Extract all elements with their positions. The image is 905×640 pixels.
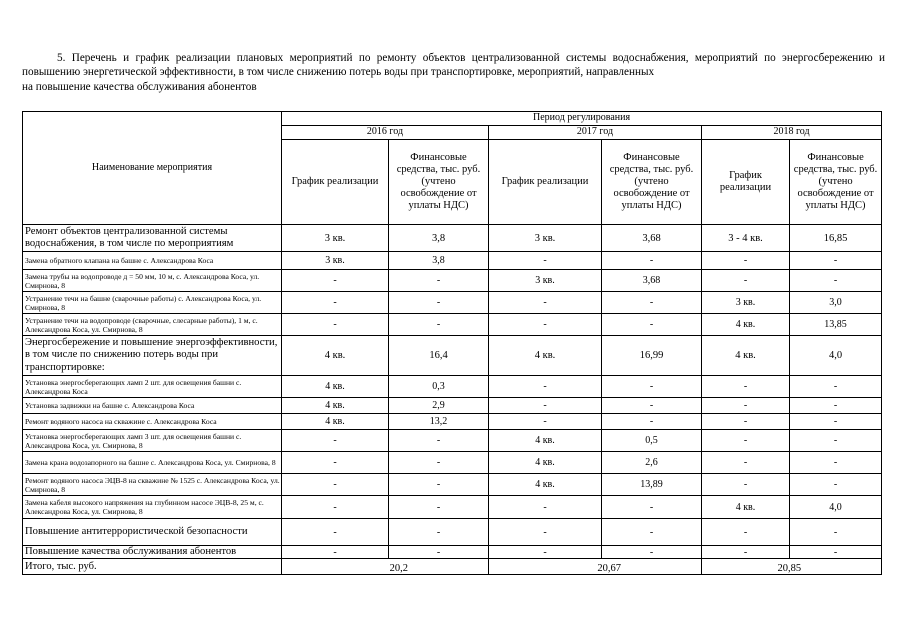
cell: -: [702, 270, 790, 292]
table-row: [23, 252, 882, 270]
cell: -: [489, 398, 602, 414]
cell: -: [602, 398, 702, 414]
cell: -: [790, 452, 882, 474]
cell: -: [489, 519, 602, 546]
total-row: [23, 559, 882, 575]
cell: -: [602, 496, 702, 519]
total-2018: 20,85: [702, 559, 882, 575]
cell: 3 кв.: [489, 270, 602, 292]
activity-name: Замена кабеля высокого напряжения на глубинном насосе ЭЦВ-8, 25 м, с. Александрова Коса, ул. Смирнова, 8: [23, 496, 282, 519]
cell: 3,68: [602, 270, 702, 292]
cell: 4 кв.: [702, 314, 790, 336]
table-row: [23, 430, 882, 452]
cell: -: [790, 270, 882, 292]
cell: -: [282, 496, 389, 519]
cell: -: [489, 252, 602, 270]
cell: -: [389, 474, 489, 496]
cell: -: [282, 314, 389, 336]
cell: -: [790, 430, 882, 452]
cell: 4 кв.: [702, 496, 790, 519]
cell: 16,99: [602, 336, 702, 376]
header-year-2017: 2017 год: [489, 126, 702, 140]
activity-name: Ремонт водяного насоса на скважине с. Александрова Коса: [23, 414, 282, 430]
header-finance: Финансовые средства, тыс. руб. (учтено освобождение от уплаты НДС): [602, 140, 702, 225]
table-row: [23, 376, 882, 398]
cell: 4 кв.: [489, 430, 602, 452]
cell: 0,3: [389, 376, 489, 398]
table-row: [23, 452, 882, 474]
cell: -: [282, 430, 389, 452]
cell: -: [790, 414, 882, 430]
cell: -: [489, 496, 602, 519]
table-row: [23, 292, 882, 314]
cell: -: [282, 519, 389, 546]
header-schedule: График реализации: [282, 140, 389, 225]
cell: 3 кв.: [282, 252, 389, 270]
header-year-2018: 2018 год: [702, 126, 882, 140]
cell: 16,4: [389, 336, 489, 376]
header-activity-name: Наименование мероприятия: [23, 112, 282, 225]
cell: 4 кв.: [282, 398, 389, 414]
table-row: [23, 270, 882, 292]
table-row: [23, 225, 882, 252]
cell: 2,9: [389, 398, 489, 414]
table-row: [23, 474, 882, 496]
cell: 0,5: [602, 430, 702, 452]
cell: -: [282, 452, 389, 474]
cell: 4 кв.: [702, 336, 790, 376]
table-row: [23, 519, 882, 546]
cell: -: [282, 474, 389, 496]
cell: -: [602, 252, 702, 270]
intro-paragraph: [22, 51, 885, 108]
activity-name: Установка энергосберегающих ламп 3 шт. для освещения башни с. Александрова Коса, ул. Смирнова, 8: [23, 430, 282, 452]
cell: -: [489, 314, 602, 336]
cell: 3 кв.: [489, 225, 602, 252]
cell: -: [790, 398, 882, 414]
cell: -: [602, 414, 702, 430]
cell: -: [602, 519, 702, 546]
cell: -: [489, 546, 602, 559]
cell: 4 кв.: [282, 376, 389, 398]
activity-name: Замена крана водозапорного на башне с. Александрова Коса, ул. Смирнова, 8: [23, 452, 282, 474]
total-2016: 20,2: [282, 559, 489, 575]
activity-name: Установка энергосберегающих ламп 2 шт. для освещения башни с. Александрова Коса: [23, 376, 282, 398]
cell: 4 кв.: [282, 414, 389, 430]
cell: -: [702, 452, 790, 474]
cell: -: [602, 314, 702, 336]
cell: -: [702, 414, 790, 430]
cell: -: [389, 519, 489, 546]
cell: -: [282, 292, 389, 314]
cell: -: [702, 546, 790, 559]
intro-text: 5. Перечень и график реализации плановых мероприятий по ремонту объектов централизованной системы водоснабжения, мероприятий по энергосбережению и повышению энергетической эффективности, в том числе снижению потерь воды при транспортировке, мероприятий, направленных: [22, 52, 885, 79]
cell: -: [702, 398, 790, 414]
cell: 3,68: [602, 225, 702, 252]
table-row: [23, 314, 882, 336]
cell: 3 - 4 кв.: [702, 225, 790, 252]
cell: -: [790, 376, 882, 398]
cell: 16,85: [790, 225, 882, 252]
cell: 3,8: [389, 225, 489, 252]
total-2017: 20,67: [489, 559, 702, 575]
cell: -: [702, 376, 790, 398]
cell: -: [790, 546, 882, 559]
activity-name: Ремонт объектов централизованной системы водоснабжения, в том числе по мероприятиям: [23, 225, 282, 252]
cell: 4 кв.: [489, 336, 602, 376]
cell: 4,0: [790, 336, 882, 376]
cell: -: [389, 314, 489, 336]
cell: -: [790, 474, 882, 496]
cell: 4 кв.: [489, 452, 602, 474]
activity-name: Повышение антитеррористической безопасности: [23, 519, 282, 546]
cell: 13,85: [790, 314, 882, 336]
cell: -: [602, 292, 702, 314]
table-row: [23, 398, 882, 414]
header-schedule: График реализации: [702, 140, 790, 225]
intro-last-line: на повышение качества обслуживания абонентов: [22, 80, 257, 93]
activities-table: [22, 111, 882, 575]
cell: -: [602, 376, 702, 398]
cell: -: [389, 292, 489, 314]
cell: -: [489, 376, 602, 398]
cell: -: [489, 414, 602, 430]
cell: 4,0: [790, 496, 882, 519]
cell: 4 кв.: [489, 474, 602, 496]
activity-name: Установка задвижки на башне с. Александрова Коса: [23, 398, 282, 414]
cell: -: [389, 452, 489, 474]
activity-name: Устранение течи на башне (сварочные работы) с. Александрова Коса, ул. Смирнова, 8: [23, 292, 282, 314]
table-row: [23, 336, 882, 376]
cell: -: [389, 546, 489, 559]
cell: 3,0: [790, 292, 882, 314]
cell: -: [702, 519, 790, 546]
total-label: Итого, тыс. руб.: [23, 559, 282, 575]
cell: -: [790, 252, 882, 270]
activity-name: Повышение качества обслуживания абонентов: [23, 546, 282, 559]
activity-name: Ремонт водяного насоса ЭЦВ-8 на скважине № 1525 с. Александрова Коса, ул. Смирнова, 8: [23, 474, 282, 496]
activity-name: Энергосбережение и повышение энергоэффективности, в том числе по снижению потерь воды при транспортировке:: [23, 336, 282, 376]
header-finance: Финансовые средства, тыс. руб. (учтено освобождение от уплаты НДС): [790, 140, 882, 225]
table-row: [23, 546, 882, 559]
cell: -: [602, 546, 702, 559]
header-period: Период регулирования: [282, 112, 882, 126]
cell: 2,6: [602, 452, 702, 474]
header-year-2016: 2016 год: [282, 126, 489, 140]
cell: 4 кв.: [282, 336, 389, 376]
cell: 3,8: [389, 252, 489, 270]
cell: -: [702, 474, 790, 496]
cell: -: [389, 430, 489, 452]
activity-name: Замена трубы на водопроводе д = 50 мм, 10 м, с. Александрова Коса, ул. Смирнова, 8: [23, 270, 282, 292]
cell: 13,89: [602, 474, 702, 496]
cell: 13,2: [389, 414, 489, 430]
table-row: [23, 414, 882, 430]
table-row: [23, 496, 882, 519]
cell: -: [489, 292, 602, 314]
cell: -: [702, 252, 790, 270]
cell: -: [389, 496, 489, 519]
cell: -: [282, 270, 389, 292]
activity-name: Устранение течи на водопроводе (сварочные, слесарные работы), 1 м, с. Александрова Коса, ул. Смирнова, 8: [23, 314, 282, 336]
cell: -: [790, 519, 882, 546]
header-finance: Финансовые средства, тыс. руб. (учтено освобождение от уплаты НДС): [389, 140, 489, 225]
activity-name: Замена обратного клапана на башне с. Александрова Коса: [23, 252, 282, 270]
cell: -: [702, 430, 790, 452]
cell: 3 кв.: [282, 225, 389, 252]
cell: -: [389, 270, 489, 292]
cell: -: [282, 546, 389, 559]
cell: 3 кв.: [702, 292, 790, 314]
header-schedule: График реализации: [489, 140, 602, 225]
